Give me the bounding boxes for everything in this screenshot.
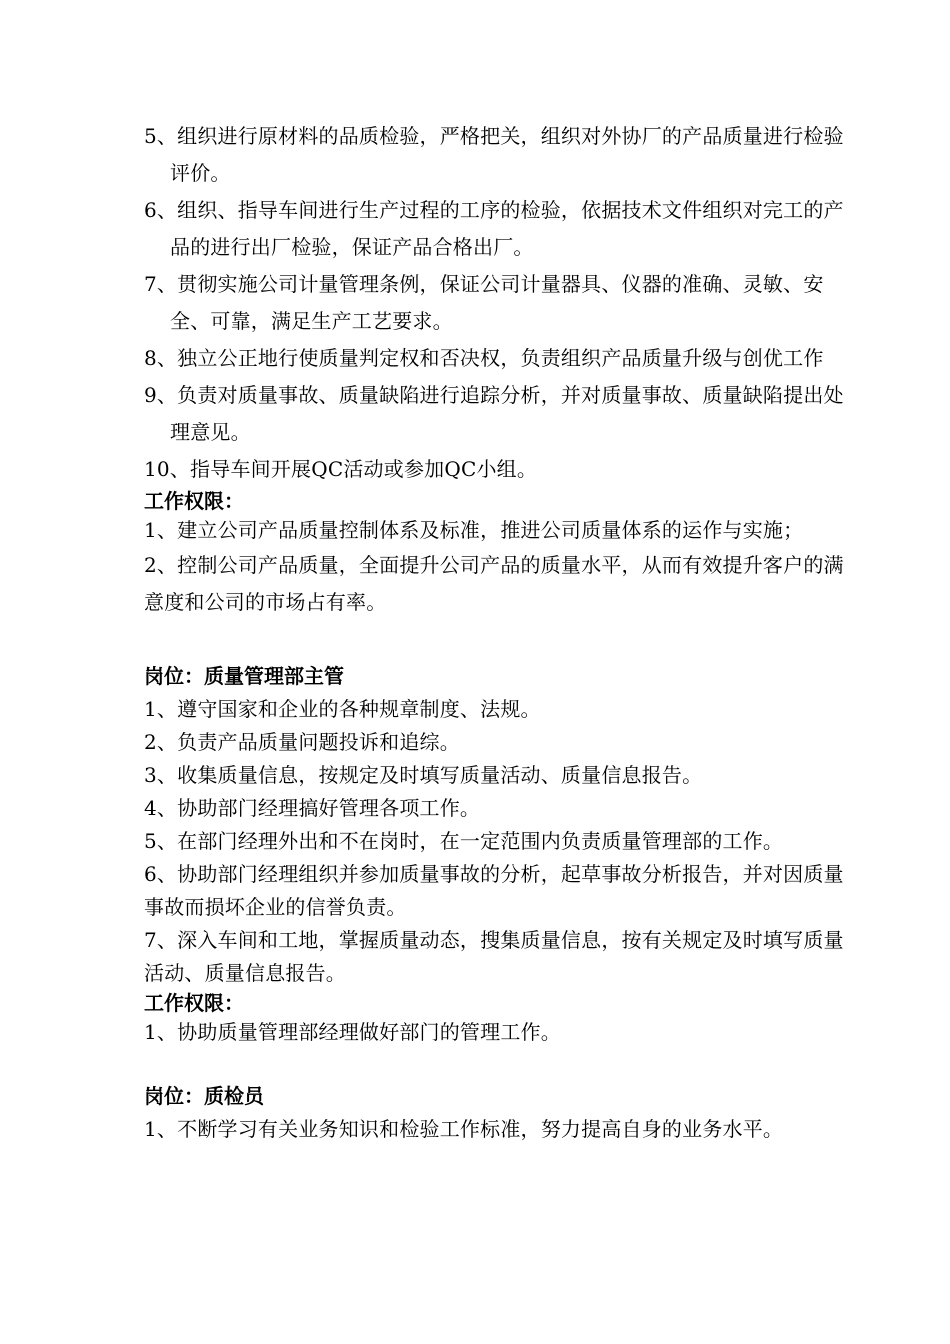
list-item: 3、收集质量信息，按规定及时填写质量活动、质量信息报告。 xyxy=(144,763,703,787)
list-item: 2、控制公司产品质量，全面提升公司产品的质量水平，从而有效提升客户的满意度和公司的市场占有率。 xyxy=(144,553,844,614)
list-item: 1、协助质量管理部经理做好部门的管理工作。 xyxy=(144,1020,561,1044)
list-item: 5、在部门经理外出和不在岗时，在一定范围内负责质量管理部的工作。 xyxy=(144,829,784,853)
document-content xyxy=(144,118,854,1146)
list-item: 1、建立公司产品质量控制体系及标准，推进公司质量体系的运作与实施； xyxy=(144,518,804,542)
list-item: 8、独立公正地行使质量判定权和否决权，负责组织产品质量升级与创优工作 xyxy=(144,346,824,370)
section-title: 岗位：质量管理部主管 xyxy=(144,664,344,688)
list-item: 6、组织、指导车间进行生产过程的工序的检验，依据技术文件组织对完工的产品的进行出厂检验，保证产品合格出厂。 xyxy=(144,198,844,259)
spacer xyxy=(144,621,854,659)
supervisor-duties-list xyxy=(144,693,854,990)
list-item: 10、指导车间开展QC活动或参加QC小组。 xyxy=(144,457,538,481)
authority-heading: 工作权限： xyxy=(144,991,244,1015)
authority-heading: 工作权限： xyxy=(144,489,244,513)
authority-list xyxy=(144,514,854,621)
inspector-duties-list xyxy=(144,1113,854,1146)
list-item: 1、遵守国家和企业的各种规章制度、法规。 xyxy=(144,697,541,721)
list-item: 1、不断学习有关业务知识和检验工作标准，努力提高自身的业务水平。 xyxy=(144,1117,784,1141)
spacer xyxy=(144,1049,854,1079)
list-item: 6、协助部门经理组织并参加质量事故的分析，起草事故分析报告，并对因质量事故而损坏企业的信誉负责。 xyxy=(144,862,844,919)
list-item: 9、负责对质量事故、质量缺陷进行追踪分析，并对质量事故、质量缺陷提出处理意见。 xyxy=(144,383,844,444)
list-item: 7、深入车间和工地，掌握质量动态，搜集质量信息，按有关规定及时填写质量活动、质量信息报告。 xyxy=(144,928,844,985)
duties-list-continued xyxy=(144,118,854,488)
section-title: 岗位：质检员 xyxy=(144,1084,264,1108)
list-item: 4、协助部门经理搞好管理各项工作。 xyxy=(144,796,481,820)
list-item: 7、贯彻实施公司计量管理条例，保证公司计量器具、仪器的准确、灵敏、安全、可靠，满足生产工艺要求。 xyxy=(144,272,824,333)
supervisor-authority-list xyxy=(144,1016,854,1049)
list-item: 2、负责产品质量问题投诉和追综。 xyxy=(144,730,460,754)
list-item: 5、组织进行原材料的品质检验，严格把关，组织对外协厂的产品质量进行检验评价。 xyxy=(144,124,844,185)
